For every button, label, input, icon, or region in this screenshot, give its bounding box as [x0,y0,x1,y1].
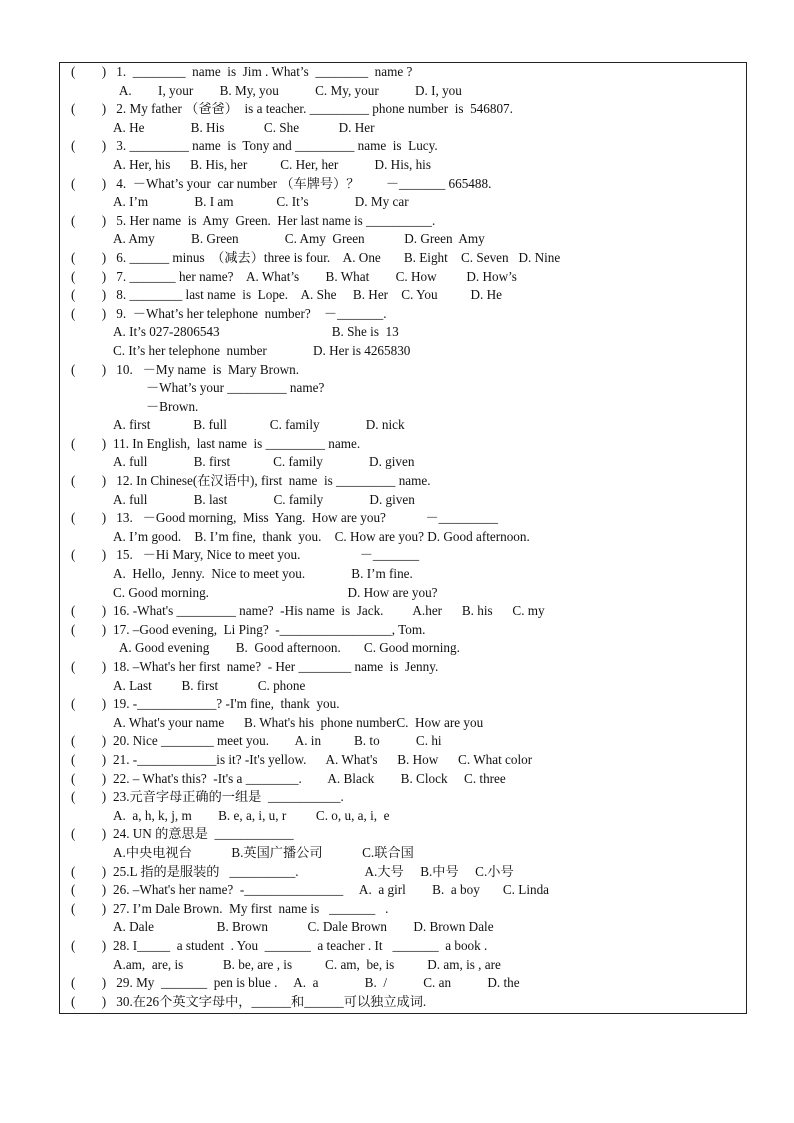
option-row [65,584,745,603]
option-row [65,416,745,435]
answer-parentheses[interactable]: ( ) [71,268,107,284]
question-row [65,770,745,789]
answer-parentheses[interactable]: ( ) [71,993,107,1009]
answer-options: A. full B. first C. family D. given [113,454,415,470]
answer-options: A. I’m good. B. I’m fine, thank you. C. How are you? D. Good afternoon. [113,528,530,544]
question-row [65,286,745,305]
answer-parentheses[interactable]: ( ) [71,305,107,321]
question-row [65,863,745,882]
question-text: 8. ________ last name is Lope. A. She B. Her C. You D. He [113,287,503,303]
question-text: 19. -____________? -I'm fine, thank you. [113,696,340,712]
answer-parentheses[interactable]: ( ) [71,101,107,117]
question-row [65,63,745,82]
answer-parentheses[interactable]: ( ) [71,882,107,898]
question-text: 27. I’m Dale Brown. My first name is _______ . [113,900,389,916]
answer-parentheses[interactable]: ( ) [71,770,107,786]
option-row [65,918,745,937]
question-row [65,974,745,993]
question-row [65,621,745,640]
answer-options: A. Dale B. Brown C. Dale Brown D. Brown Dale [113,919,494,935]
question-row [65,100,745,119]
question-text: 6. ______ minus （减去）three is four. A. One B. Eight C. Seven D. Nine [113,249,561,265]
question-row [65,175,745,194]
question-row [65,993,745,1012]
question-row [65,472,745,491]
option-row [65,677,745,696]
answer-options: －What’s your _________ name? [113,380,325,396]
worksheet-content [65,63,745,1011]
question-text: 9. －What’s her telephone number? －_______. [113,305,387,321]
option-row [65,82,745,101]
option-row [65,379,745,398]
option-row [65,398,745,417]
question-row [65,881,745,900]
answer-parentheses[interactable]: ( ) [71,287,107,303]
answer-parentheses[interactable]: ( ) [71,473,107,489]
answer-parentheses[interactable]: ( ) [71,603,107,619]
answer-options: A. Last B. first C. phone [113,677,306,693]
answer-options: A. I, your B. My, you C. My, your D. I, you [113,82,462,98]
answer-options: A.am, are, is B. be, are , is C. am, be, is D. am, is , are [113,956,501,972]
question-row [65,900,745,919]
answer-parentheses[interactable]: ( ) [71,937,107,953]
question-text: 17. –Good evening, Li Ping? -_________________, Tom. [113,621,426,637]
question-text: 13. －Good morning, Miss Yang. How are you? －_________ [113,510,498,526]
question-row [65,658,745,677]
option-row [65,639,745,658]
question-text: 1. ________ name is Jim . What’s ________ name ? [113,64,413,79]
answer-parentheses[interactable]: ( ) [71,733,107,749]
question-text: 2. My father （爸爸） is a teacher. _________ phone number is 546807. [113,101,513,117]
option-row [65,844,745,863]
question-text: 25.L 指的是服装的 __________. A.大号 B.中号 C.小号 [113,863,514,879]
question-row [65,602,745,621]
answer-parentheses[interactable]: ( ) [71,621,107,637]
answer-options: A. Good evening B. Good afternoon. C. Good morning. [113,640,460,656]
answer-parentheses[interactable]: ( ) [71,659,107,674]
question-row [65,937,745,956]
option-row [65,528,745,547]
option-row [65,342,745,361]
question-row [65,305,745,324]
answer-parentheses[interactable]: ( ) [71,751,107,767]
question-text: 11. In English, last name is _________ name. [113,435,361,451]
answer-parentheses[interactable]: ( ) [71,510,107,526]
question-row [65,212,745,231]
question-row [65,788,745,807]
question-text: 20. Nice ________ meet you. A. in B. to C. hi [113,733,442,749]
question-row [65,825,745,844]
answer-parentheses[interactable]: ( ) [71,138,107,154]
answer-options: A. I’m B. I am C. It’s D. My car [113,194,409,210]
option-row [65,807,745,826]
question-text: 12. In Chinese(在汉语中), first name is _________ name. [113,473,431,489]
question-row [65,249,745,268]
question-text: 24. UN 的意思是 ____________ [113,826,294,842]
option-row [65,230,745,249]
option-row [65,193,745,212]
answer-parentheses[interactable]: ( ) [71,975,107,991]
question-text: 30.在26个英文字母中，______和______可以独立成词. [113,993,427,1009]
answer-options: A. first B. full C. family D. nick [113,417,405,433]
question-text: 7. _______ her name? A. What’s B. What C. How D. How’s [113,268,517,284]
question-row [65,268,745,287]
answer-options: C. It’s her telephone number D. Her is 4265830 [113,342,411,358]
option-row [65,565,745,584]
answer-parentheses[interactable]: ( ) [71,863,107,879]
question-text: 3. _________ name is Tony and _________ name is Lucy. [113,138,438,154]
question-text: 26. –What's her name? -_______________ A. a girl B. a boy C. Linda [113,882,550,898]
answer-parentheses[interactable]: ( ) [71,435,107,451]
question-text: 28. I_____ a student . You _______ a teacher . It _______ a book . [113,937,488,953]
question-row [65,751,745,770]
question-text: 15. －Hi Mary, Nice to meet you. －_______ [113,547,420,563]
option-row [65,956,745,975]
answer-options: A.中央电视台 B.英国广播公司 C.联合国 [113,844,414,860]
answer-options: A. full B. last C. family D. given [113,491,415,507]
question-row [65,695,745,714]
question-row [65,361,745,380]
answer-parentheses[interactable]: ( ) [71,64,107,79]
option-row [65,491,745,510]
question-text: 4. －What’s your car number （车牌号）？ －_______ 665488. [113,175,492,191]
question-row [65,137,745,156]
answer-parentheses[interactable]: ( ) [71,696,107,712]
answer-parentheses[interactable]: ( ) [71,826,107,842]
question-text: 22. – What's this? -It's a ________. A. Black B. Clock C. three [113,770,506,786]
answer-options: A. Her, his B. His, her C. Her, her D. His, his [113,156,431,172]
answer-options: A. He B. His C. She D. Her [113,119,375,135]
option-row [65,453,745,472]
question-text: 23.元音字母正确的一组是 ___________. [113,789,344,805]
answer-parentheses[interactable]: ( ) [71,900,107,916]
option-row [65,156,745,175]
option-row [65,714,745,733]
question-row [65,546,745,565]
answer-options: A. Hello, Jenny. Nice to meet you. B. I’m fine. [113,566,413,582]
answer-options: A. It’s 027-2806543 B. She is 13 [113,324,399,340]
option-row [65,119,745,138]
question-text: 5. Her name is Amy Green. Her last name is __________. [113,212,436,228]
answer-options: －Brown. [113,398,199,414]
answer-parentheses[interactable]: ( ) [71,789,107,805]
answer-parentheses[interactable]: ( ) [71,175,107,191]
answer-parentheses[interactable]: ( ) [71,547,107,563]
answer-parentheses[interactable]: ( ) [71,212,107,228]
answer-parentheses[interactable]: ( ) [71,361,107,377]
question-text: 29. My _______ pen is blue . A. a B. / C. an D. the [113,975,520,991]
answer-options: A. a, h, k, j, m B. e, a, i, u, r C. o, u, a, i, e [113,807,390,823]
answer-options: C. Good morning. D. How are you? [113,584,438,600]
answer-options: A. What's your name B. What's his phone numberC. How are you [113,714,484,730]
answer-parentheses[interactable]: ( ) [71,249,107,265]
option-row [65,323,745,342]
question-text: 18. –What's her first name? - Her ________ name is Jenny. [113,659,439,674]
question-row [65,435,745,454]
answer-options: A. Amy B. Green C. Amy Green D. Green Amy [113,231,485,247]
question-text: 21. -____________is it? -It's yellow. A. What's B. How C. What color [113,751,533,767]
question-text: 10. －My name is Mary Brown. [113,361,300,377]
question-row [65,732,745,751]
question-row [65,509,745,528]
question-text: 16. -What's _________ name? -His name is Jack. A.her B. his C. my [113,603,545,619]
